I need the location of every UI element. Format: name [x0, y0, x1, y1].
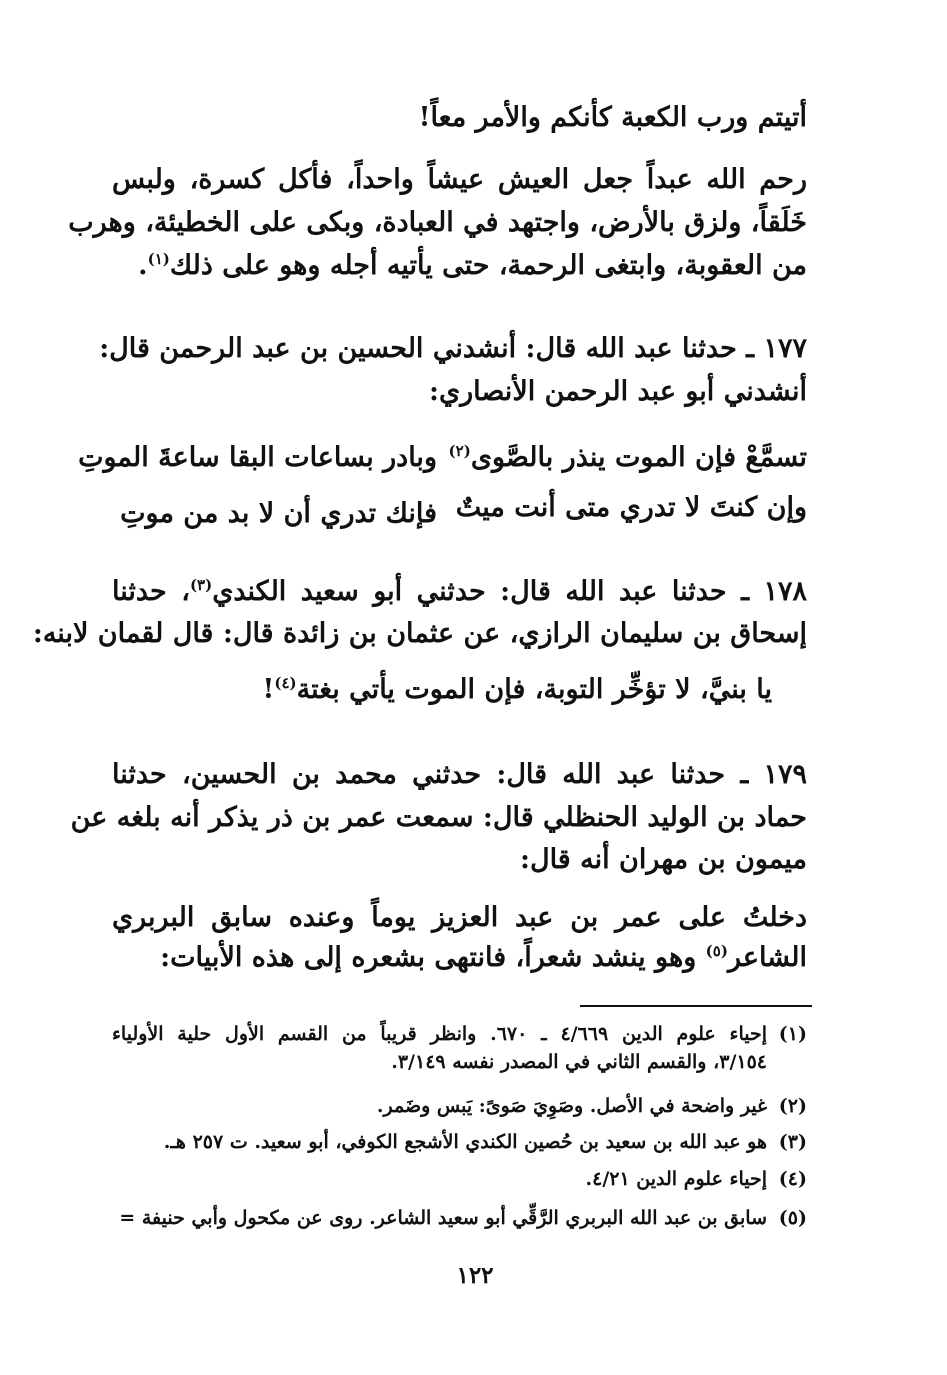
footnote-mark: (١): [778, 1023, 807, 1045]
verse-hemistich-right: [449, 438, 807, 478]
hadith-heading-179: [112, 755, 807, 795]
text: ـ حدثنا عبد الله قال: حدثني محمد بن الحسين، حدثنا: [112, 759, 749, 790]
footnote-ref: (١): [147, 250, 170, 268]
text: ـ حدثنا عبد الله قال: حدثني أبو سعيد الكندي: [212, 576, 749, 607]
report-number: ١٧٩: [763, 759, 807, 790]
paragraph-line: [70, 798, 807, 838]
footnote: [377, 1092, 807, 1120]
footnote: [164, 1128, 807, 1156]
footnote-ref: (٣): [189, 576, 213, 594]
paragraph-line: [262, 670, 772, 710]
text: .: [138, 250, 148, 281]
text: !: [262, 674, 275, 705]
text: تسمَّعْ فإن الموت ينذر بالصَّوى: [470, 442, 807, 473]
footnote-line: إحياء علوم الدين ٤/٦٦٩ ـ ٦٧٠. وانظر قريباً من القسم الأول حلية الأولياء: [112, 1023, 767, 1045]
footnote: [119, 1204, 807, 1232]
text: ، حدثنا: [112, 576, 190, 607]
page-number: ١٢٢: [456, 1262, 494, 1289]
text: فإنك تدري أن لا بد من موتِ: [120, 498, 437, 529]
footnote-ref: (٢): [448, 442, 471, 460]
footnote-mark: (٥): [778, 1207, 807, 1229]
paragraph-line: [138, 246, 807, 286]
text: أتيتم ورب الكعبة كأنكم والأمر معاً!: [418, 102, 807, 133]
text: الشاعر: [727, 942, 807, 973]
text: من العقوبة، وابتغى الرحمة، حتى يأتيه أجله وهو على ذلك: [169, 250, 807, 281]
report-number: ١٧٨: [763, 576, 807, 607]
paragraph-line: [32, 614, 807, 654]
text: رحم الله عبداً جعل العيش عيشاً واحداً، فأكل كسرة، ولبس: [112, 164, 808, 195]
hadith-heading-177: [99, 329, 807, 369]
footnote: [585, 1165, 807, 1193]
report-number: ١٧٧: [763, 333, 807, 364]
footnote: [112, 1020, 807, 1076]
footnote-separator: [580, 1005, 812, 1007]
text: ميمون بن مهران أنه قال:: [519, 844, 807, 875]
paragraph-line: [68, 203, 807, 243]
paragraph-line: [112, 898, 807, 938]
footnote-mark: (٢): [778, 1095, 807, 1117]
paragraph-line: [160, 938, 807, 978]
hadith-heading-178: [112, 572, 807, 612]
text: خَلَقاً، ولزق بالأرض، واجتهد في العبادة، وبكى على الخطيئة، وهرب: [68, 207, 807, 238]
footnote-line: ٣/١٥٤، والقسم الثاني في المصدر نفسه ٣/١٤٩.: [391, 1051, 767, 1073]
text: يا بنيَّ، لا تؤخِّر التوبة، فإن الموت يأتي بغتة: [296, 674, 772, 705]
footnote-line: غير واضحة في الأصل. وصَوِيَ صَوىً: يَبس وضَمر.: [376, 1095, 767, 1117]
footnote-ref: (٥): [705, 942, 728, 960]
text: وهو ينشد شعراً، فانتهى بشعره إلى هذه الأبيات:: [160, 942, 706, 973]
verse-hemistich-left: [120, 494, 437, 534]
footnote-line: سابق بن عبد الله البربري الرَّقِّي أبو سعيد الشاعر. روى عن مكحول وأبي حنيفة =: [119, 1207, 767, 1229]
text: حماد بن الوليد الحنظلي قال: سمعت عمر بن ذر يذكر أنه بلغه عن: [70, 802, 807, 833]
footnote-mark: (٤): [778, 1168, 807, 1190]
text: أنشدني أبو عبد الرحمن الأنصاري:: [429, 376, 807, 407]
verse-line: [419, 98, 807, 138]
paragraph-line: [429, 372, 807, 412]
verse-hemistich-right: [456, 488, 807, 528]
footnote-line: إحياء علوم الدين ٤/٢١.: [585, 1168, 767, 1190]
text: وإن كنتَ لا تدري متى أنت ميتٌ: [455, 492, 807, 523]
verse-hemistich-left: [78, 438, 437, 478]
text: دخلتُ على عمر بن عبد العزيز يوماً وعنده سابق البربري: [112, 902, 807, 933]
text: ـ حدثنا عبد الله قال: أنشدني الحسين بن عبد الرحمن قال:: [99, 333, 755, 364]
text: وبادر بساعات البقا ساعةَ الموتِ: [78, 442, 437, 473]
footnote-mark: (٣): [778, 1131, 807, 1153]
text: إسحاق بن سليمان الرازي، عن عثمان بن زائدة قال: قال لقمان لابنه:: [32, 618, 807, 649]
footnote-ref: (٤): [274, 674, 297, 692]
footnote-line: هو عبد الله بن سعيد بن حُصين الكندي الأشجع الكوفي، أبو سعيد. ت ٢٥٧ هـ.: [163, 1131, 767, 1153]
paragraph-line: [520, 840, 807, 880]
paragraph-line: [112, 160, 807, 200]
